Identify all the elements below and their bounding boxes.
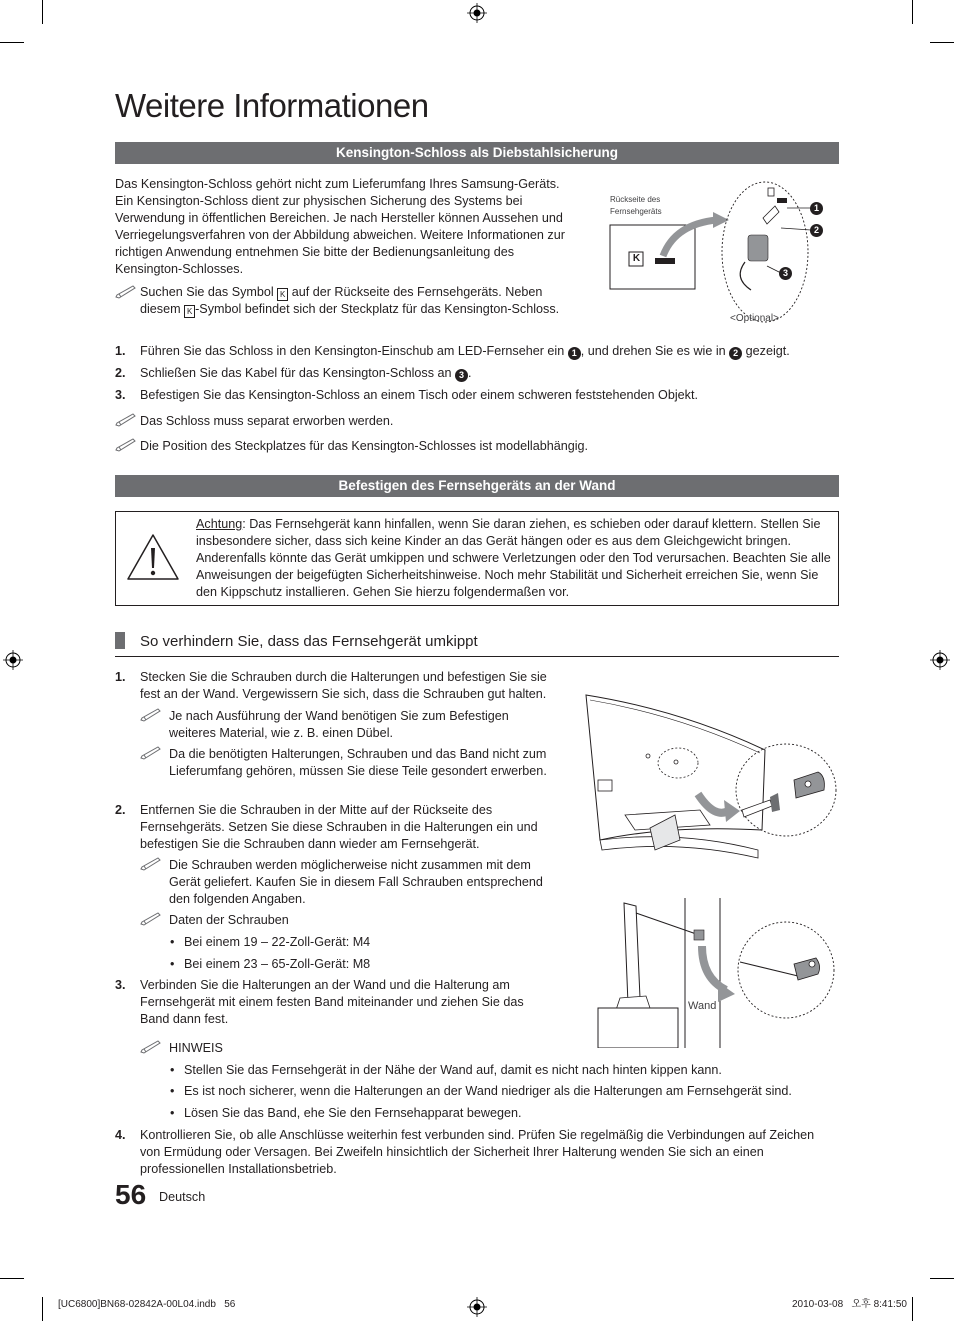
kensington-step-1	[140, 343, 840, 360]
registration-mark-icon	[467, 1297, 487, 1317]
step-text: gezeigt.	[745, 344, 790, 358]
note-slot-position: Die Position des Steckplatzes für das Kensington-Schlosses ist modellabhängig.	[140, 439, 589, 453]
note-pencil-icon	[115, 438, 137, 452]
note-pencil-icon	[140, 1040, 162, 1054]
step-number: 3.	[115, 978, 126, 992]
step-number: 1.	[115, 670, 126, 684]
wall-label: Wand	[688, 1000, 717, 1012]
note-kensington-symbol	[140, 284, 570, 318]
callout-2: 2	[810, 224, 823, 237]
hinweis-item: • Lösen Sie das Band, ehe Sie den Fernsehapparat bewegen.	[184, 1105, 834, 1122]
note-pencil-icon	[140, 857, 162, 871]
callout-3: 3	[455, 369, 468, 382]
crop-mark	[912, 1297, 913, 1321]
print-slug-left: [UC6800]BN68-02842A-00L04.indb 56	[58, 1299, 236, 1310]
wall-step-2: Entfernen Sie die Schrauben in der Mitte auf der Rückseite des Fernsehgeräts. Setzen Sie diese Schrauben in die Halterungen ein und befestigen Sie die Schrauben dann wieder am Fernsehgerät.	[140, 803, 538, 851]
step-text: .	[468, 366, 472, 380]
registration-mark-icon	[467, 3, 487, 23]
screw-spec-item: • Bei einem 23 – 65-Zoll-Gerät: M8	[184, 956, 554, 973]
section-heading-wall: Befestigen des Fernsehgeräts an der Wand	[115, 475, 839, 497]
figure-optional-label: <Optional>	[730, 313, 779, 324]
note-pencil-icon	[140, 746, 162, 760]
warning-text	[196, 516, 832, 601]
kensington-intro: Das Kensington-Schloss gehört nicht zum Lieferumfang Ihres Samsung-Geräts. Ein Kensington-Schloss dient zur physischen Sicherung des Systems bei Verwendung in öffentlichen Bereichen. Je nach Hersteller können Aussehen und Verriegelungsverfahren von der Abbildung abweichen. Weitere Informationen zur richtigen Anwendung entnehmen Sie bitte der Bedienungsanleitung des Kensington-Schlosses.	[115, 177, 565, 276]
figure-k-label: K	[632, 253, 641, 264]
tv-wall-illustration	[590, 898, 840, 1048]
step-number: 1.	[115, 344, 126, 358]
note-pencil-icon	[115, 285, 137, 299]
page-number: 56	[115, 1179, 147, 1210]
note-pencil-icon	[140, 708, 162, 722]
callout-2: 2	[729, 347, 742, 360]
callout-3: 3	[779, 267, 792, 280]
wall-step-1-note-2: Da die benötigten Halterungen, Schrauben und das Band nicht zum Lieferumfang gehören, müssen Sie diese Teile gesondert erwerben.	[169, 747, 547, 778]
note-text: -Symbol befindet sich der Steckplatz für das Kensington-Schloss.	[195, 302, 560, 316]
wall-step-1: Stecken Sie die Schrauben durch die Halterungen und befestigen Sie sie fest an der Wand. Vergewissern Sie sich, dass die Schrauben gut halten.	[140, 670, 547, 701]
step-text: , und drehen Sie es wie in	[580, 344, 726, 358]
tv-back-illustration	[580, 690, 840, 865]
wall-step-3: Verbinden Sie die Halterungen an der Wand und die Halterung am Fernsehgerät mit einem festen Band miteinander und ziehen Sie das Band dann fest.	[140, 978, 524, 1026]
hinweis-item: • Es ist noch sicherer, wenn die Halterungen an der Wand niedriger als die Halterungen am Fernsehgerät sind.	[184, 1083, 834, 1100]
step-number: 2.	[115, 803, 126, 817]
callout-1: 1	[568, 347, 581, 360]
kensington-step-3: Befestigen Sie das Kensington-Schloss an einem Tisch oder einem schweren feststehenden Objekt.	[140, 388, 698, 402]
crop-mark	[42, 1297, 43, 1321]
wall-step-2-note-2: Daten der Schrauben	[169, 913, 289, 927]
footer-language: Deutsch	[159, 1190, 206, 1204]
page-title: Weitere Informationen	[115, 87, 429, 124]
note-text: Suchen Sie das Symbol	[140, 285, 274, 299]
subheading-marker	[115, 632, 125, 649]
print-slug-right: 2010-03-08 오후 8:41:50	[792, 1299, 907, 1310]
warning-body: : Das Fernsehgerät kann hinfallen, wenn Sie daran ziehen, es schieben oder darauf klettern. Stellen Sie insbesondere sicher, dass sich keine Kinder an das Gerät hängen oder es aus dem Gleichgewicht bringen. Anderenfalls könnte das Gerät umkippen und schwere Verletzungen oder den Tod verursachen. Beachten Sie alle Anweisungen der beigefügten Sicherheitshinweise. Noch mehr Stabilität und Sicherheit erreichen Sie, wenn Sie den Kippschutz installieren. Gehen Sie hierzu folgendermaßen vor.	[196, 517, 831, 599]
crop-mark	[930, 42, 954, 43]
section-heading-kensington: Kensington-Schloss als Diebstahlsicherung	[115, 142, 839, 164]
screw-spec-item: • Bei einem 19 – 22-Zoll-Gerät: M4	[184, 934, 554, 951]
wall-step-1-note-1: Je nach Ausführung der Wand benötigen Sie zum Befestigen weiteres Material, wie z. B. einen Dübel.	[169, 709, 509, 740]
step-number: 4.	[115, 1128, 126, 1142]
crop-mark	[0, 42, 24, 43]
kensington-icon: K	[277, 288, 288, 301]
note-lock-separate: Das Schloss muss separat erworben werden.	[140, 414, 394, 428]
hinweis-item: • Stellen Sie das Fernsehgerät in der Nähe der Wand auf, damit es nicht nach hinten kippen kann.	[184, 1062, 834, 1079]
crop-mark	[0, 1278, 24, 1279]
hinweis-label: HINWEIS	[169, 1041, 223, 1055]
step-number: 3.	[115, 388, 126, 402]
crop-mark	[930, 1278, 954, 1279]
note-pencil-icon	[140, 912, 162, 926]
figure-label-back: Rückseite des Fernsehgeräts	[610, 195, 662, 216]
kensington-step-2	[140, 365, 840, 382]
note-pencil-icon	[115, 413, 137, 427]
step-text: Schließen Sie das Kabel für das Kensington-Schloss an	[140, 366, 452, 380]
warning-box	[115, 511, 839, 606]
warning-label: Achtung	[196, 517, 243, 531]
note-text: auf der Rückseite des Fernsehgeräts. Neben diesem	[140, 285, 543, 316]
crop-mark	[42, 0, 43, 24]
step-number: 2.	[115, 366, 126, 380]
kensington-icon: K	[184, 305, 195, 318]
kensington-figure	[605, 178, 835, 328]
wall-step-2-note-1: Die Schrauben werden möglicherweise nicht zusammen mit dem Gerät geliefert. Kaufen Sie in diesem Fall Schrauben entsprechend den folgenden Angaben.	[169, 858, 543, 906]
subheading-text: So verhindern Sie, dass das Fernsehgerät umkippt	[140, 633, 478, 650]
step-text: Führen Sie das Schloss in den Kensington-Einschub am LED-Fernseher ein	[140, 344, 565, 358]
registration-mark-icon	[930, 650, 950, 670]
warning-triangle-icon	[125, 532, 181, 582]
callout-1: 1	[810, 202, 823, 215]
crop-mark	[912, 0, 913, 24]
subheading-tip-over	[115, 630, 839, 657]
wall-step-4: Kontrollieren Sie, ob alle Anschlüsse weiterhin fest verbunden sind. Prüfen Sie regelmäßig die Verbindungen auf Zeichen von Ermüdung oder Versagen. Bei Zweifeln hinsichtlich der Sicherheit Ihrer Halterung wenden Sie sich an einen professionellen Installationsbetrieb.	[140, 1128, 815, 1176]
registration-mark-icon	[3, 650, 23, 670]
